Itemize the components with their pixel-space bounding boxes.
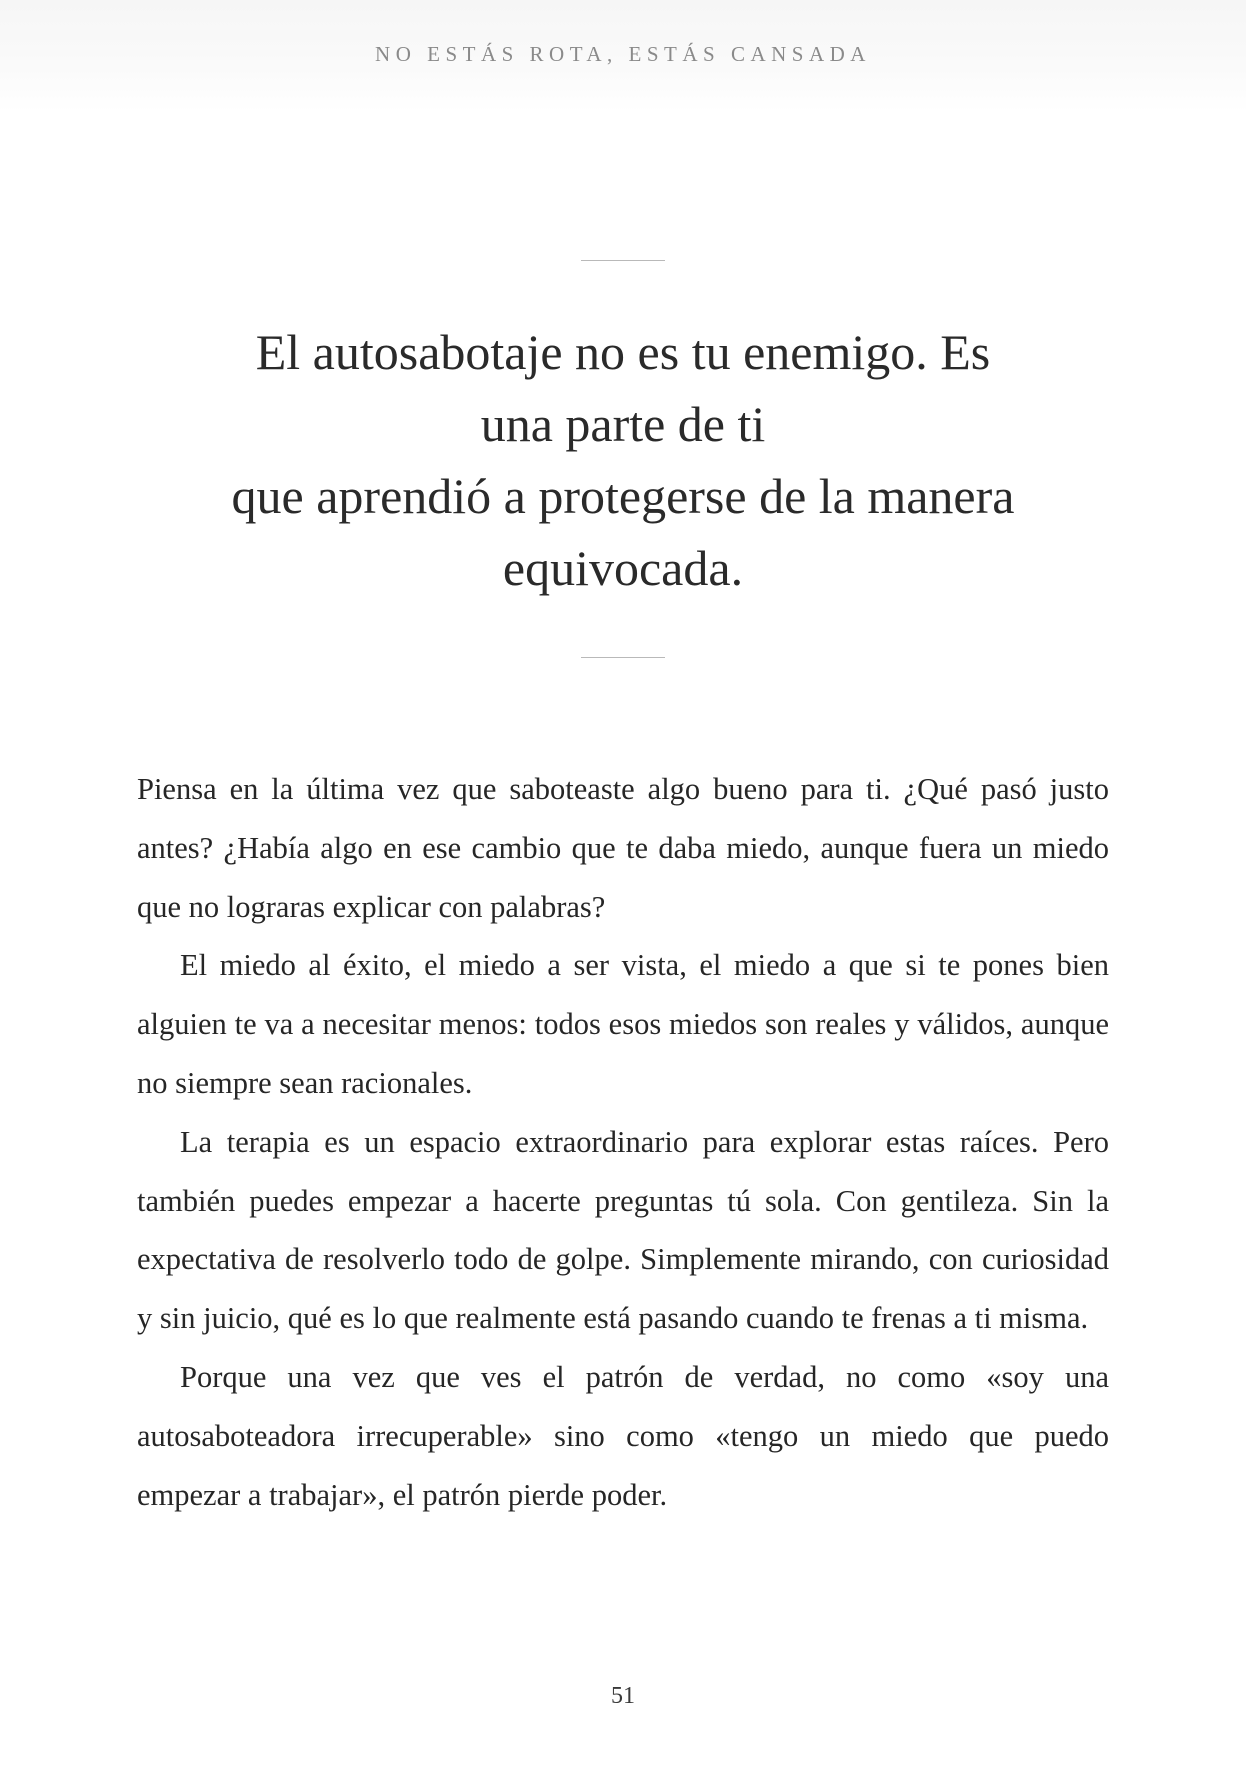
- pull-quote-line: equivocada.: [502, 540, 744, 596]
- pull-quote: [150, 316, 1096, 604]
- paragraph: La terapia es un espacio extraordinario para explorar estas raíces. Pero también puedes empezar a hacerte preguntas tú sola. Con gentileza. Sin la expectativa de resolverlo todo de golpe. Simplemente mirando, con curiosidad y sin juicio, qué es lo que realmente está pasando cuando te frenas a ti misma.: [137, 1124, 1109, 1336]
- paragraph: Piensa en la última vez que saboteaste algo bueno para ti. ¿Qué pasó justo antes? ¿Había algo en ese cambio que te daba miedo, aunque fuera un miedo que no lograras explicar con palabras?: [137, 772, 1109, 924]
- page-number: 51: [611, 1683, 635, 1709]
- body-text: [137, 760, 1109, 1524]
- paragraph: Porque una vez que ves el patrón de verdad, no como «soy una autosaboteadora irrecuperable» sino como «tengo un miedo que puedo empezar a trabajar», el patrón pierde poder.: [137, 1359, 1109, 1512]
- bottom-divider-rule: [581, 657, 665, 658]
- pull-quote-line: que aprendió a protegerse de la manera: [231, 468, 1015, 524]
- top-divider-rule: [581, 260, 665, 261]
- pull-quote-line: una parte de ti: [480, 396, 766, 452]
- running-head-bar: [0, 0, 1246, 112]
- pull-quote-line: El autosabotaje no es tu enemigo. Es: [255, 324, 991, 380]
- running-head-title: NO ESTÁS ROTA, ESTÁS CANSADA: [375, 42, 871, 66]
- paragraph: El miedo al éxito, el miedo a ser vista, el miedo a que si te pones bien alguien te va a necesitar menos: todos esos miedos son reales y válidos, aunque no siempre sean racionales.: [137, 948, 1109, 1100]
